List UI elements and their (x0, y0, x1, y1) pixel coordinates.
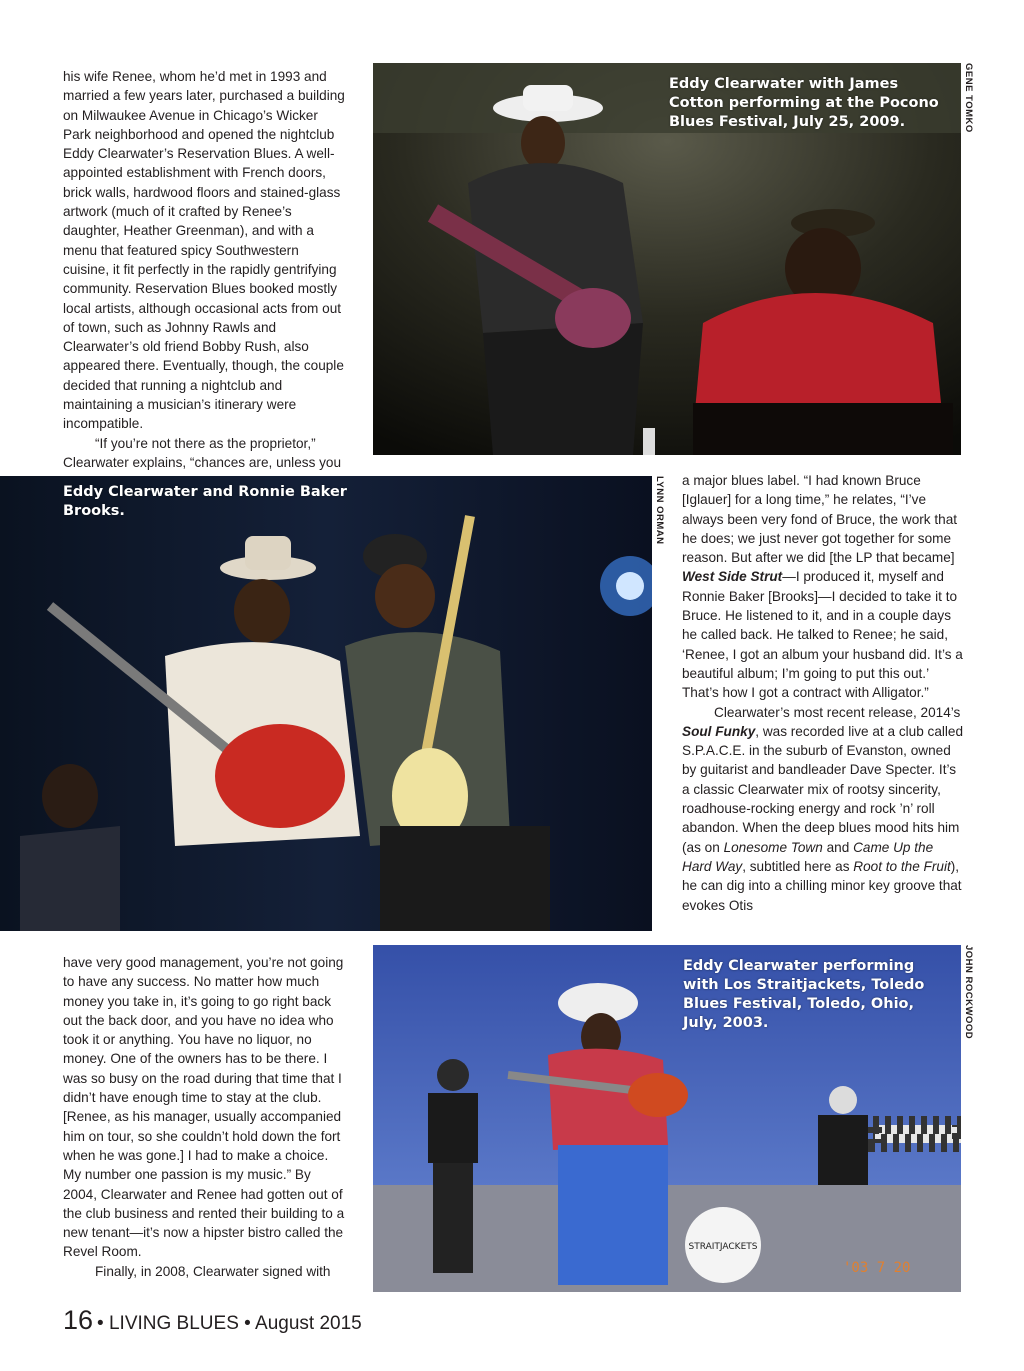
album-title: Soul Funky (682, 723, 756, 739)
song-title: Lonesome Town (723, 839, 823, 855)
date-stamp: '03 7 20 (843, 1260, 911, 1276)
paragraph: Clearwater’s most recent release, 2014’s Soul Funky, was recorded live at a club called S.P.A.C.E. in the suburb of Evanston, owned by guitarist and bandleader Dave Specter. It’s a classic Clearwater mix of rootsy sincerity, roadhouse-rocking energy and rock ’n’ roll abandon. When the deep blues mood hits him (as on Lonesome Town and Came Up the Hard Way, subtitled here as Root to the Fruit), he can dig into a chilling minor key groove that evokes Otis (682, 704, 964, 913)
song-title: Root to the Fruit (853, 858, 951, 874)
photo-caption: Eddy Clearwater and Ronnie Baker Brooks. (63, 484, 347, 519)
article-column-1 (63, 67, 345, 472)
photo-caption: Eddy Clearwater with James Cotton performing at the Pocono Blues Festival, July 25, 2009. (669, 76, 939, 130)
paragraph: have very good management, you’re not going to have any success. No matter how much money you take in, it’s going to go right back out the back door, and you have no idea who took it or anything. You have no liquor, no money. One of the owners has to be there. I was so busy on the road during that time that I didn’t have enough time to stay at the club. [Renee, as his manager, usually accompanied him on tour, so she couldn’t hold down the fort when he was gone.] I had to make a choice. My number one passion is my music.” By 2004, Clearwater and Renee had gotten out of the club business and rented their building to a new tenant—it’s now a hipster bistro called the Revel Room. (63, 955, 345, 1260)
song-title: Came Up the Hard Way (682, 839, 934, 874)
photo-credit: LYNN ORMAN (654, 476, 665, 545)
photo-caption: Eddy Clearwater performing with Los Straitjackets, Toledo Blues Festival, Toledo, Ohio, July, 2003. (683, 958, 925, 1031)
photo-credit: JOHN ROCKWOOD (963, 945, 974, 1040)
paragraph: Finally, in 2008, Clearwater signed with (95, 1263, 331, 1279)
page-footer (63, 1305, 362, 1336)
article-column-3 (63, 953, 345, 1281)
photo-clearwater-brooks (0, 476, 652, 931)
article-column-2 (682, 471, 964, 915)
magazine-issue: • LIVING BLUES • August 2015 (97, 1313, 362, 1334)
album-title: West Side Strut (682, 569, 783, 585)
paragraph: “If you’re not there as the proprietor,” Clearwater explains, “chances are, unless you (63, 435, 342, 470)
page-number: 16 (63, 1305, 94, 1335)
paragraph: his wife Renee, whom he’d met in 1993 and married a few years later, purchased a building on Milwaukee Avenue in Chicago’s Wicker Park neighborhood and opened the nightclub Eddy Clearwater’s Reservation Blues. A well-appointed establishment with French doors, brick walls, hardwood floors and stained-glass artwork (much of it crafted by Renee’s daughter, Heather Greenman), and with a menu that featured spicy Southwestern cuisine, it fit perfectly in the rapidly gentrifying community. Reservation Blues booked mostly local artists, although occasional acts from out of town, such as Johnny Rawls and Clearwater’s old friend Bobby Rush, also appeared there. Eventually, though, the couple decided that running a nightclub and maintaining a musician’s itinerary were incompatible. (63, 69, 345, 432)
photo-credit: GENE TOMKO (963, 63, 974, 133)
drum-logo: STRAITJACKETS (688, 1242, 758, 1252)
paragraph: a major blues label. “I had known Bruce [Iglauer] for a long time,” he relates, “I’ve always been very fond of Bruce, the work that he does; we just never got together for some reason. But after we did [the LP that became] West Side Strut—I produced it, myself and Ronnie Baker [Brooks]—I decided to take it to Bruce. He listened to it, and in a couple days he called back. He talked to Renee; he said, ‘Renee, I got an album your husband did. It’s a beautiful album; I’m going to put this out.’ That’s how I got a contract with Alligator.” (682, 473, 963, 701)
